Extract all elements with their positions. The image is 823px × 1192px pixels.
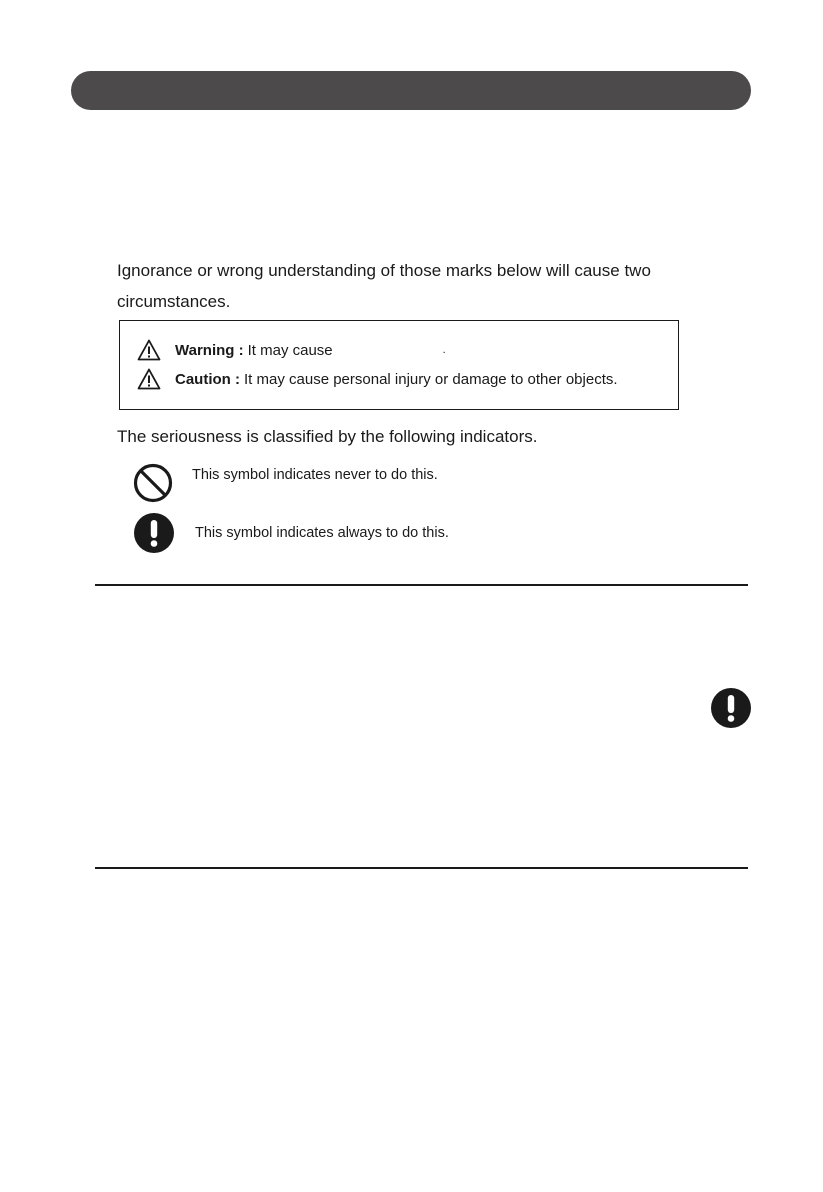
indicator-always-text: This symbol indicates always to do this. [195, 525, 449, 541]
section-divider-top [95, 584, 748, 586]
caution-label: Caution : [175, 370, 240, 388]
mandatory-action-icon [133, 512, 175, 554]
prohibition-icon [132, 462, 174, 504]
warning-period: . [442, 344, 446, 356]
intro-paragraph [117, 255, 717, 317]
section-divider-bottom [95, 867, 748, 869]
caution-text: It may cause personal injury or damage to other objects. [244, 370, 618, 388]
warning-mark-row [137, 337, 446, 363]
intro-line-1: Ignorance or wrong understanding of those marks below will cause two [117, 261, 651, 280]
section-header-bar [71, 71, 751, 110]
warning-label: Warning : [175, 341, 244, 359]
warning-text: It may cause [247, 341, 333, 359]
caution-mark-row [137, 366, 618, 392]
warning-triangle-icon [137, 339, 161, 361]
seriousness-heading: The seriousness is classified by the following indicators. [117, 427, 538, 446]
caution-triangle-icon [137, 368, 161, 390]
indicator-never-text: This symbol indicates never to do this. [192, 467, 438, 483]
indicator-always-row [133, 512, 449, 554]
mandatory-action-icon [710, 687, 752, 729]
indicator-never-row [132, 462, 438, 504]
marks-legend-box [119, 320, 679, 410]
intro-line-2: circumstances. [117, 292, 231, 311]
